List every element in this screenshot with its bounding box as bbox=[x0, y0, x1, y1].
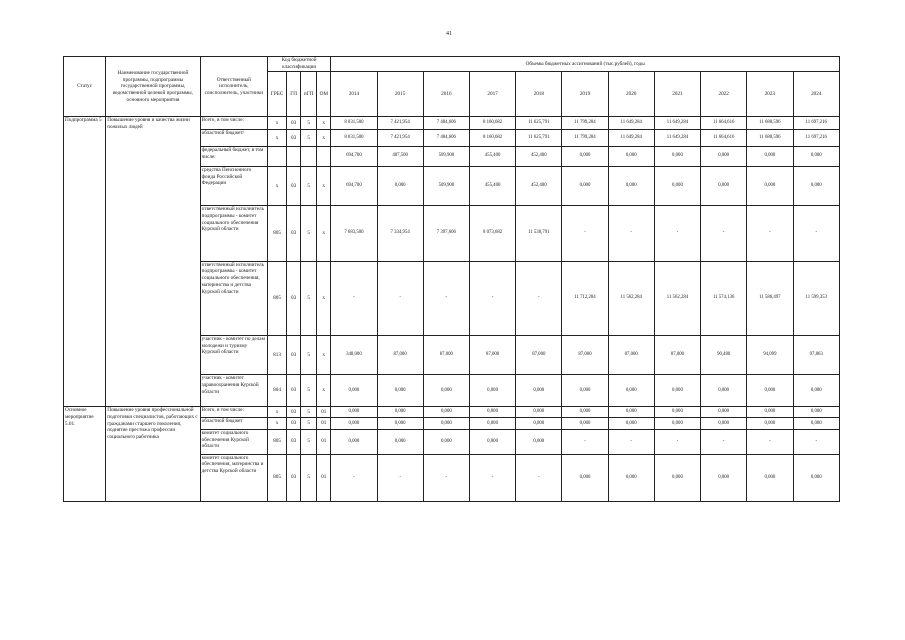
row-value: 0,000 bbox=[469, 407, 515, 418]
row-value: 0,000 bbox=[516, 375, 562, 407]
row-value: 0,000 bbox=[608, 407, 654, 418]
row-value: 0,000 bbox=[701, 407, 747, 418]
row-value: 87,000 bbox=[516, 335, 562, 374]
row-code: 01 bbox=[317, 407, 331, 418]
row-value: 0,000 bbox=[469, 418, 515, 429]
row-code: x bbox=[268, 129, 287, 147]
row-code: 805 bbox=[268, 206, 287, 262]
row-value: 0,000 bbox=[516, 407, 562, 418]
row-code: 03 bbox=[287, 454, 301, 501]
row-executor: комитет социального обеспечения Курской области bbox=[200, 429, 267, 454]
header-year-2024: 2024 bbox=[793, 71, 840, 116]
row-value: 87,000 bbox=[654, 335, 700, 374]
row-value: 11 574,136 bbox=[701, 261, 747, 335]
header-code-0: ГРБС bbox=[268, 71, 287, 116]
section-status: Подпрограмма 5 bbox=[64, 117, 106, 407]
row-value: 0,000 bbox=[608, 166, 654, 205]
row-value: - bbox=[747, 429, 793, 454]
section-name: Повышение уровня и качества жизни пожилых людей bbox=[106, 117, 200, 407]
row-executor: участник - комитет здравоохранения Курской области bbox=[200, 375, 267, 407]
row-value: 11 649,284 bbox=[608, 129, 654, 147]
row-value: 348,000 bbox=[331, 335, 377, 374]
row-code: x bbox=[268, 166, 287, 205]
row-value: 11 649,284 bbox=[654, 129, 700, 147]
row-value: 694,700 bbox=[331, 166, 377, 205]
row-executor: областной бюджет/ bbox=[200, 129, 267, 147]
row-value: 0,000 bbox=[377, 375, 423, 407]
row-value: - bbox=[423, 454, 469, 501]
row-value: - bbox=[469, 454, 515, 501]
row-value: 7 397,606 bbox=[423, 206, 469, 262]
row-value: - bbox=[608, 429, 654, 454]
row-value: 0,000 bbox=[793, 147, 840, 167]
row-executor: федеральный бюджет, в том числе: bbox=[200, 147, 267, 167]
row-code: x bbox=[317, 129, 331, 147]
row-value: 11 562,284 bbox=[654, 261, 700, 335]
row-value: 11 649,284 bbox=[608, 117, 654, 129]
row-value: 11 625,791 bbox=[516, 117, 562, 129]
row-value: - bbox=[747, 206, 793, 262]
row-value: 0,000 bbox=[701, 454, 747, 501]
row-value: 11 799,284 bbox=[562, 129, 608, 147]
row-value: 455,400 bbox=[469, 147, 515, 167]
row-value: - bbox=[516, 261, 562, 335]
row-value: - bbox=[562, 206, 608, 262]
row-code: 03 bbox=[287, 407, 301, 418]
row-value: 0,000 bbox=[469, 375, 515, 407]
row-value: 94,099 bbox=[747, 335, 793, 374]
row-code bbox=[317, 147, 331, 167]
row-value: 87,000 bbox=[423, 335, 469, 374]
header-name: Наименование государственной программы, подпрограммы государственной программы, ведомственной целевой программы, основного мероприятия bbox=[106, 57, 200, 117]
budget-allocation-table bbox=[63, 56, 840, 502]
row-value: - bbox=[469, 261, 515, 335]
row-value: 0,000 bbox=[562, 454, 608, 501]
row-value: - bbox=[423, 261, 469, 335]
row-value: - bbox=[701, 429, 747, 454]
row-value: 455,400 bbox=[469, 166, 515, 205]
row-value: 0,000 bbox=[377, 407, 423, 418]
header-code-3: ОМ bbox=[317, 71, 331, 116]
row-value: 0,000 bbox=[423, 375, 469, 407]
row-code: 805 bbox=[268, 429, 287, 454]
row-value: 7 683,500 bbox=[331, 206, 377, 262]
row-code: 01 bbox=[317, 429, 331, 454]
header-year-2020: 2020 bbox=[608, 71, 654, 116]
row-code bbox=[287, 147, 301, 167]
row-code: x bbox=[317, 166, 331, 205]
row-code: 03 bbox=[287, 375, 301, 407]
row-value: 11 599,353 bbox=[793, 261, 840, 335]
row-value: 0,000 bbox=[423, 418, 469, 429]
row-executor: Всего, в том числе: bbox=[200, 117, 267, 129]
row-value: 0,000 bbox=[654, 407, 700, 418]
row-code: 03 bbox=[287, 429, 301, 454]
section-name: Повышение уровня профессиональной подготовки специалистов, работающих с гражданами старшего поколения, поднятие престижа профессии социального работника bbox=[106, 407, 200, 502]
row-code: 03 bbox=[287, 206, 301, 262]
row-value: 8 160,682 bbox=[469, 117, 515, 129]
row-value: 0,000 bbox=[331, 375, 377, 407]
row-value: 0,000 bbox=[701, 166, 747, 205]
row-executor: средства Пенсионного фонда Российской Федерации bbox=[200, 166, 267, 205]
row-value: 0,000 bbox=[701, 418, 747, 429]
row-value: 11 697,216 bbox=[793, 117, 840, 129]
row-value: 8 031,500 bbox=[331, 129, 377, 147]
row-value: 0,000 bbox=[747, 407, 793, 418]
row-value: 0,000 bbox=[701, 147, 747, 167]
row-value: 11 664,616 bbox=[701, 129, 747, 147]
row-value: 0,000 bbox=[423, 429, 469, 454]
row-value: 11 799,284 bbox=[562, 117, 608, 129]
header-year-2022: 2022 bbox=[701, 71, 747, 116]
header-code-2: пГП bbox=[301, 71, 317, 116]
row-value: 8 073,682 bbox=[469, 206, 515, 262]
row-value: 87,000 bbox=[469, 335, 515, 374]
row-code: 5 bbox=[301, 429, 317, 454]
row-value: 0,000 bbox=[793, 375, 840, 407]
row-value: 0,000 bbox=[516, 429, 562, 454]
row-value: 0,000 bbox=[654, 418, 700, 429]
row-value: 7 334,954 bbox=[377, 206, 423, 262]
row-value: 87,000 bbox=[562, 335, 608, 374]
row-value: 11 680,596 bbox=[747, 129, 793, 147]
row-code bbox=[268, 147, 287, 167]
header-year-2021: 2021 bbox=[654, 71, 700, 116]
row-code: x bbox=[268, 117, 287, 129]
page-number: 41 bbox=[446, 31, 452, 37]
row-value: 0,000 bbox=[747, 375, 793, 407]
row-value: 0,000 bbox=[747, 147, 793, 167]
row-value: - bbox=[793, 429, 840, 454]
row-value: 7 484,606 bbox=[423, 117, 469, 129]
header-year-2023: 2023 bbox=[747, 71, 793, 116]
row-value: 7 421,954 bbox=[377, 129, 423, 147]
row-value: 7 421,954 bbox=[377, 117, 423, 129]
row-value: 0,000 bbox=[562, 166, 608, 205]
row-value: 0,000 bbox=[701, 375, 747, 407]
row-value: 0,000 bbox=[562, 407, 608, 418]
table-row bbox=[64, 407, 840, 418]
row-code: 01 bbox=[317, 454, 331, 501]
row-value: 0,000 bbox=[469, 429, 515, 454]
header-year-2015: 2015 bbox=[377, 71, 423, 116]
row-value: 0,000 bbox=[331, 429, 377, 454]
header-executor: Ответственный исполнитель, соисполнитель, участники bbox=[200, 57, 267, 117]
row-value: 452,400 bbox=[516, 147, 562, 167]
row-code: 03 bbox=[287, 129, 301, 147]
row-value: 0,000 bbox=[793, 418, 840, 429]
header-year-2014: 2014 bbox=[331, 71, 377, 116]
row-code: x bbox=[317, 206, 331, 262]
header-volumes: Объемы бюджетных ассигнований (тыс.рублей), годы bbox=[331, 57, 840, 72]
row-value: - bbox=[793, 206, 840, 262]
row-value: 0,000 bbox=[331, 418, 377, 429]
row-code: 5 bbox=[301, 335, 317, 374]
row-code: 805 bbox=[268, 454, 287, 501]
row-code: x bbox=[317, 335, 331, 374]
row-code: x bbox=[317, 375, 331, 407]
header-status: Статус bbox=[64, 57, 106, 117]
row-value: 90,480 bbox=[701, 335, 747, 374]
row-value: 11 625,791 bbox=[516, 129, 562, 147]
row-code: 01 bbox=[317, 418, 331, 429]
row-value: 509,900 bbox=[423, 147, 469, 167]
header-year-2017: 2017 bbox=[469, 71, 515, 116]
row-code: 5 bbox=[301, 454, 317, 501]
table-row bbox=[64, 117, 840, 129]
header-year-2016: 2016 bbox=[423, 71, 469, 116]
row-value: - bbox=[516, 454, 562, 501]
row-value: 487,500 bbox=[377, 147, 423, 167]
row-value: 0,000 bbox=[516, 418, 562, 429]
row-code: 805 bbox=[268, 261, 287, 335]
row-value: 8 031,500 bbox=[331, 117, 377, 129]
row-value: 11 680,596 bbox=[747, 117, 793, 129]
row-value: 11 562,284 bbox=[608, 261, 654, 335]
row-code: 5 bbox=[301, 375, 317, 407]
row-value: 11 538,791 bbox=[516, 206, 562, 262]
row-value: 11 712,284 bbox=[562, 261, 608, 335]
row-code: 5 bbox=[301, 407, 317, 418]
row-value: 11 664,616 bbox=[701, 117, 747, 129]
row-value: 0,000 bbox=[654, 454, 700, 501]
row-value: 0,000 bbox=[747, 454, 793, 501]
row-value: 0,000 bbox=[377, 166, 423, 205]
row-code: x bbox=[268, 418, 287, 429]
row-value: 87,000 bbox=[377, 335, 423, 374]
row-executor: ответственный исполнитель подпрограммы - комитет социального обеспечения, материнства и детства Курской области bbox=[200, 261, 267, 335]
row-executor: участник - комитет по делам молодежи и туризму Курской области bbox=[200, 335, 267, 374]
row-value: - bbox=[377, 454, 423, 501]
row-value: 8 160,682 bbox=[469, 129, 515, 147]
row-value: - bbox=[377, 261, 423, 335]
header-code-group: Код бюджетной классификации bbox=[268, 57, 331, 72]
row-value: 0,000 bbox=[562, 418, 608, 429]
row-code: 813 bbox=[268, 335, 287, 374]
row-executor: ответственный исполнитель подпрограммы - комитет социального обеспечения Курской области bbox=[200, 206, 267, 262]
row-value: 0,000 bbox=[793, 166, 840, 205]
row-code: 5 bbox=[301, 418, 317, 429]
row-executor: областной бюджет bbox=[200, 418, 267, 429]
header-code-1: ГП bbox=[287, 71, 301, 116]
row-code: x bbox=[268, 407, 287, 418]
section-status: Основное мероприятие 5.01. bbox=[64, 407, 106, 502]
row-code: 804 bbox=[268, 375, 287, 407]
row-value: 0,000 bbox=[608, 375, 654, 407]
row-value: 0,000 bbox=[562, 147, 608, 167]
row-value: 87,000 bbox=[608, 335, 654, 374]
row-value: 7 484,606 bbox=[423, 129, 469, 147]
row-executor: комитет социального обеспечения, материнства и детства Курской области bbox=[200, 454, 267, 501]
row-value: 0,000 bbox=[608, 454, 654, 501]
row-value: 11 586,497 bbox=[747, 261, 793, 335]
row-executor: Всего, в том числе: bbox=[200, 407, 267, 418]
row-code: 5 bbox=[301, 261, 317, 335]
row-value: 0,000 bbox=[793, 454, 840, 501]
row-value: 0,000 bbox=[747, 166, 793, 205]
row-code: 5 bbox=[301, 117, 317, 129]
row-value: - bbox=[562, 429, 608, 454]
row-value: 0,000 bbox=[654, 147, 700, 167]
header-year-2019: 2019 bbox=[562, 71, 608, 116]
row-value: 0,000 bbox=[331, 407, 377, 418]
row-code: 03 bbox=[287, 117, 301, 129]
row-value: 509,900 bbox=[423, 166, 469, 205]
row-value: - bbox=[654, 206, 700, 262]
row-value: 0,000 bbox=[608, 418, 654, 429]
row-value: 0,000 bbox=[793, 407, 840, 418]
row-code bbox=[301, 147, 317, 167]
row-code: 03 bbox=[287, 335, 301, 374]
row-value: 0,000 bbox=[562, 375, 608, 407]
row-code: 5 bbox=[301, 129, 317, 147]
row-value: 0,000 bbox=[423, 407, 469, 418]
row-value: 0,000 bbox=[654, 166, 700, 205]
row-value: 694,700 bbox=[331, 147, 377, 167]
row-code: 03 bbox=[287, 261, 301, 335]
row-value: 97,863 bbox=[793, 335, 840, 374]
row-value: 452,400 bbox=[516, 166, 562, 205]
row-value: 0,000 bbox=[377, 418, 423, 429]
row-value: - bbox=[331, 261, 377, 335]
row-code: 03 bbox=[287, 166, 301, 205]
row-value: - bbox=[701, 206, 747, 262]
row-code: x bbox=[317, 261, 331, 335]
row-value: 11 649,284 bbox=[654, 117, 700, 129]
row-code: 03 bbox=[287, 418, 301, 429]
row-value: 11 697,216 bbox=[793, 129, 840, 147]
row-value: - bbox=[331, 454, 377, 501]
row-value: - bbox=[654, 429, 700, 454]
row-code: 5 bbox=[301, 166, 317, 205]
row-value: 0,000 bbox=[654, 375, 700, 407]
row-value: 0,000 bbox=[608, 147, 654, 167]
row-code: 5 bbox=[301, 206, 317, 262]
header-year-2018: 2018 bbox=[516, 71, 562, 116]
row-value: 0,000 bbox=[747, 418, 793, 429]
row-value: - bbox=[608, 206, 654, 262]
row-value: 0,000 bbox=[377, 429, 423, 454]
row-code: x bbox=[317, 117, 331, 129]
